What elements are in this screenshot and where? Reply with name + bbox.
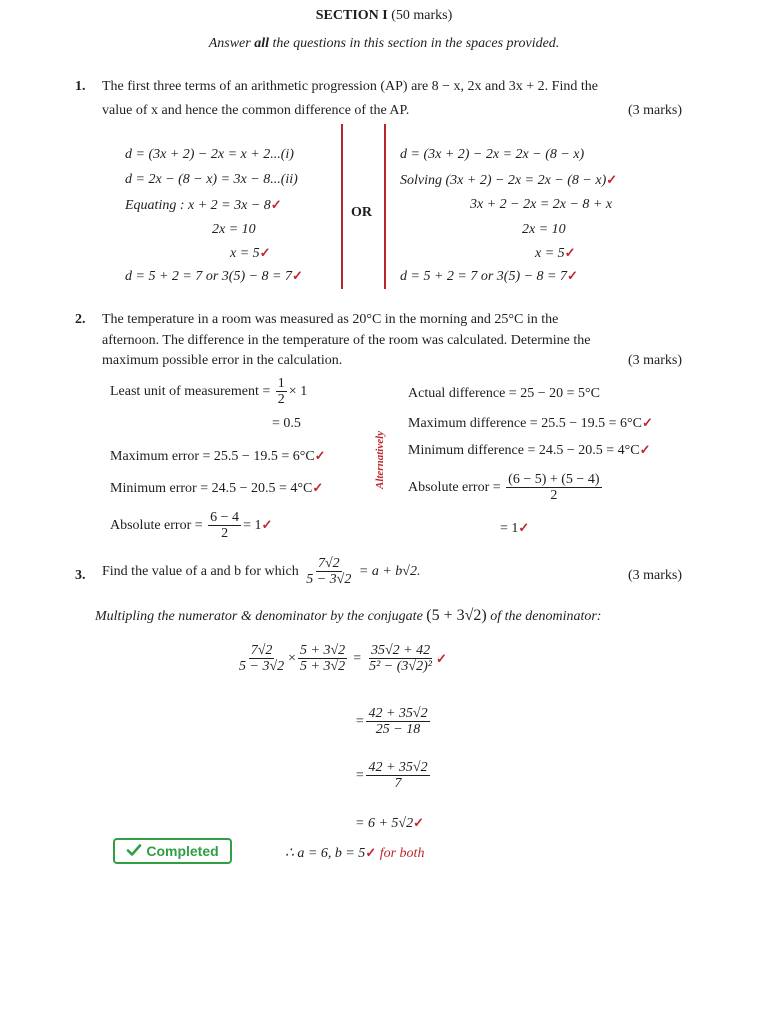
q1-or-label: OR (351, 205, 372, 220)
q2-min-diff: Minimum difference = 24.5 − 20.5 = 4°C✓ (408, 442, 651, 458)
q1-number: 1. (75, 79, 86, 94)
instruction-post: the questions in this section in the spaces provided. (268, 36, 560, 51)
step1-fraction1: $\frac{7√2}{5 - 3√2}$ (239, 643, 285, 675)
q1-right-line2: Solving (3x + 2) − 2x = 2x − (8 − x)✓ (400, 172, 618, 188)
least-unit-label: Least unit of measurement = (110, 384, 271, 400)
q3-question-fraction: $\frac{7√2}{5 - 3√2}$ (306, 556, 352, 588)
check-icon (126, 842, 142, 861)
tick-icon: ✓ (314, 448, 326, 463)
step1-fraction2: $\frac{5 + 3√2}{5 + 3√2}$ (300, 643, 346, 675)
least-unit-fraction: $\frac{1}{2}$ (277, 376, 285, 408)
q1-right-line3: 3x + 2 − 2x = 2x − 8 + x (470, 197, 613, 212)
abs-error-fraction: $\frac{6 - 4}{2}$ (210, 510, 240, 542)
tick-icon: ✓ (259, 245, 271, 260)
q1-left-line6: d = 5 + 2 = 7 or 3(5) − 8 = 7✓ (125, 268, 303, 284)
q2-abs-error (110, 510, 272, 542)
q2-max-error: Maximum error = 25.5 − 19.5 = 6°C✓ (110, 448, 326, 464)
q3-hint-pre: Multipling the numerator & denominator by the conjugate (95, 609, 423, 624)
step2-fraction: $\frac{42 + 35√2}{25 - 18}$ (368, 706, 428, 738)
q3-step3: = $\frac{42 + 35√2}{7}$ (355, 760, 428, 792)
tick-icon: ✓ (639, 442, 651, 457)
tick-icon: ✓ (606, 172, 618, 187)
tick-icon: ✓ (641, 415, 653, 430)
q2-least-unit (110, 376, 307, 408)
q2-text-line2: afternoon. The difference in the temperature of the room was calculated. Determine the (102, 333, 591, 348)
q1-right-line5: x = 5✓ (535, 245, 576, 261)
q3-conclusion-note: for both (379, 846, 425, 861)
q3-step2: = $\frac{42 + 35√2}{25 - 18}$ (355, 706, 428, 738)
q1-left-line5: x = 5✓ (230, 245, 271, 261)
abs-error-label: Absolute error = (110, 518, 203, 534)
q2-least-unit-value: = 0.5 (272, 416, 301, 431)
q3-step1 (235, 643, 447, 675)
q3-question-pre: Find the value of a and b for which (102, 564, 299, 580)
section-heading (316, 8, 453, 24)
alternatively-label: Alternatively (374, 430, 387, 490)
instruction-bold: all (254, 36, 269, 51)
step1-fraction3: $\frac{35√2 + 42}{\text{5² − (3√2)²}}$ (369, 643, 432, 675)
q1-right-line4: 2x = 10 (522, 222, 566, 237)
tick-icon: ✓ (312, 480, 324, 495)
q3-question-post: = a + b√2. (358, 564, 421, 580)
q3-hint-conjugate: (5 + 3√2) (426, 607, 487, 624)
q1-right-line6: d = 5 + 2 = 7 or 3(5) − 8 = 7✓ (400, 268, 578, 284)
q2-min-error: Minimum error = 24.5 − 20.5 = 4°C✓ (110, 480, 324, 496)
q1-left-line1: d = (3x + 2) − 2x = x + 2...(i) (125, 147, 294, 162)
instruction-pre: Answer (208, 36, 255, 51)
q2-max-diff: Maximum difference = 25.5 − 19.5 = 6°C✓ (408, 415, 653, 431)
q2-text-line3: maximum possible error in the calculation. (102, 353, 343, 368)
q2-text-line1: The temperature in a room was measured as 20°C in the morning and 25°C in the (102, 312, 559, 327)
q2-number: 2. (75, 312, 86, 327)
alt-abs-error-fraction: $\frac{(6 - 5) + (5 - 4)}{2}$ (508, 472, 600, 504)
q1-text-line1: The first three terms of an arithmetic progression (AP) are 8 − x, 2x and 3x + 2. Find the (102, 79, 598, 94)
step1-times: × (288, 650, 297, 666)
tick-icon: ✓ (413, 815, 424, 830)
tick-icon: ✓ (292, 268, 303, 283)
q3-step4: = 6 + 5√2✓ (355, 815, 424, 831)
section-instruction (209, 36, 560, 52)
q1-divider-right (384, 124, 386, 289)
q1-divider-left (341, 124, 343, 289)
section-title: SECTION I (315, 8, 388, 23)
completed-badge (113, 838, 232, 864)
q3-marks: (3 marks) (628, 568, 683, 583)
tick-icon: ✓ (365, 845, 377, 860)
tick-icon: ✓ (518, 520, 530, 535)
tick-icon: ✓ (261, 517, 273, 533)
least-unit-tail: × 1 (288, 384, 308, 400)
q3-hint (95, 607, 601, 625)
q2-actual-diff: Actual difference = 25 − 20 = 5°C (408, 386, 600, 401)
q3-conclusion (285, 845, 424, 862)
q1-left-line3: Equating : x + 2 = 3x − 8✓ (125, 197, 282, 213)
q3-conclusion-text: ∴ a = 6, b = 5 (285, 846, 366, 861)
q1-right-line1: d = (3x + 2) − 2x = 2x − (8 − x) (400, 147, 585, 162)
q1-marks: (3 marks) (628, 103, 683, 118)
q3-hint-post: of the denominator: (490, 609, 602, 624)
q1-left-line4: 2x = 10 (212, 222, 256, 237)
completed-label: Completed (146, 843, 219, 859)
q1-left-line2: d = 2x − (8 − x) = 3x − 8...(ii) (125, 172, 298, 187)
q2-alt-abs-value: = 1✓ (500, 520, 530, 536)
step1-equals: = (353, 650, 362, 666)
section-marks: (50 marks) (391, 8, 453, 23)
abs-error-value: = 1 (243, 518, 262, 534)
tick-icon: ✓ (270, 197, 282, 212)
q2-marks: (3 marks) (628, 353, 683, 368)
q2-alt-abs-error (408, 472, 604, 504)
step3-fraction: $\frac{42 + 35√2}{7}$ (368, 760, 428, 792)
tick-icon: ✓ (564, 245, 576, 260)
q3-number: 3. (75, 568, 86, 583)
tick-icon: ✓ (435, 650, 447, 666)
tick-icon: ✓ (567, 268, 578, 283)
alt-abs-error-label: Absolute error = (408, 480, 501, 496)
q1-text-line2: value of x and hence the common difference of the AP. (102, 103, 410, 118)
q3-question (102, 556, 420, 588)
